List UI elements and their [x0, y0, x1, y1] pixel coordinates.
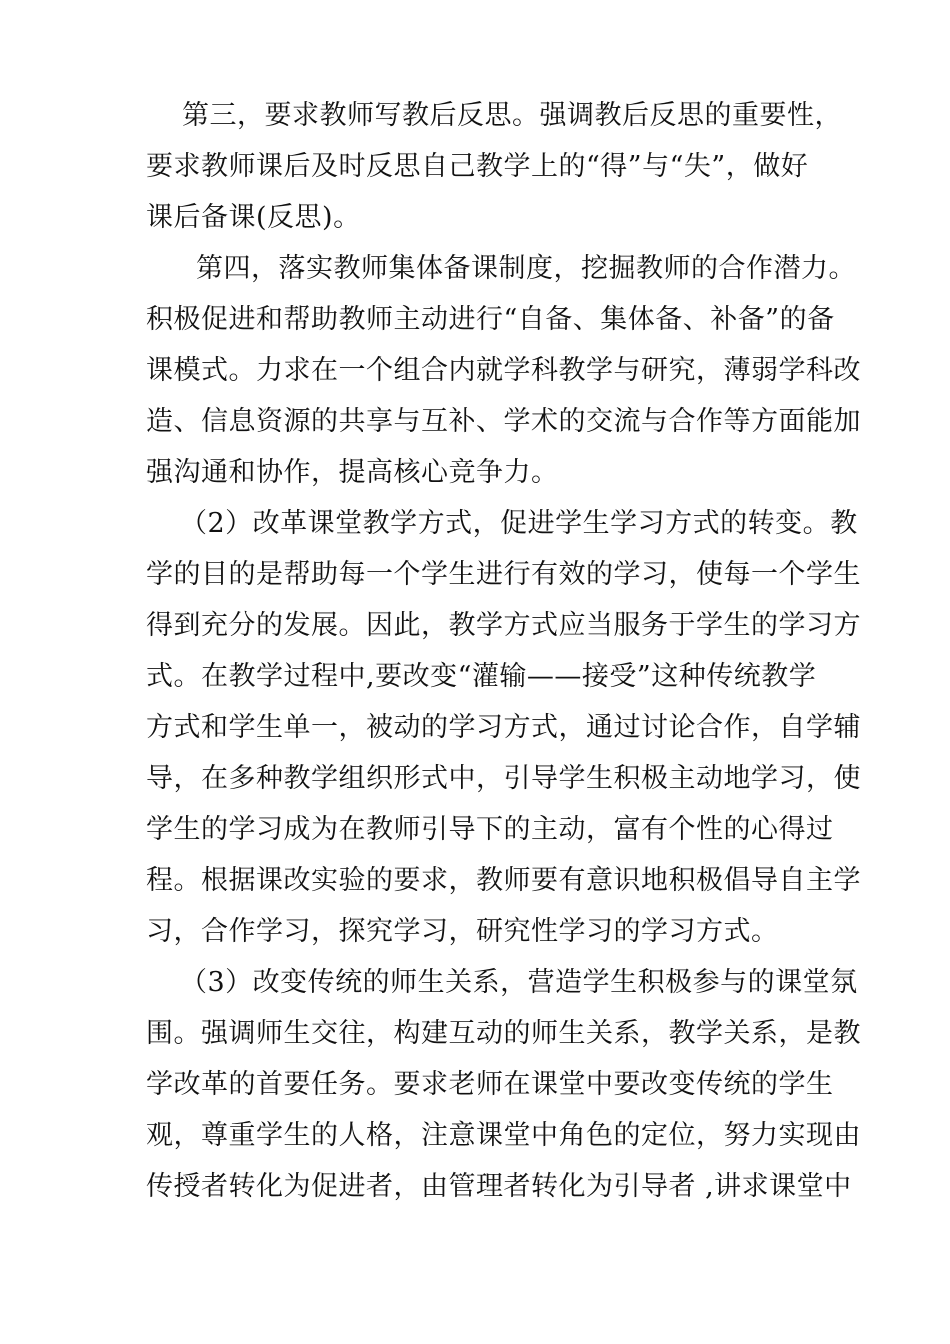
text-line: 式。在教学过程中,要改变“灌输——接受”这种传统教学	[146, 661, 817, 692]
text-line: 第三，要求教师写教后反思。强调教后反思的重要性，	[182, 100, 842, 131]
text-line: （3）改变传统的师生关系，营造学生积极参与的课堂氛	[180, 967, 858, 998]
text-line: （2）改革课堂教学方式，促进学生学习方式的转变。教	[180, 508, 858, 539]
text-line: 程。根据课改实验的要求，教师要有意识地积极倡导自主学	[146, 865, 861, 896]
text-line: 造、信息资源的共享与互补、学术的交流与合作等方面能加	[146, 406, 861, 437]
text-line: 积极促进和帮助教师主动进行“自备、集体备、补备”的备	[146, 304, 835, 335]
text-line: 课模式。力求在一个组合内就学科教学与研究，薄弱学科改	[146, 355, 861, 386]
text-line: 强沟通和协作，提高核心竞争力。	[146, 457, 559, 488]
text-line: 学改革的首要任务。要求老师在课堂中要改变传统的学生	[146, 1069, 834, 1100]
text-line: 方式和学生单一，被动的学习方式，通过讨论合作，自学辅	[146, 712, 861, 743]
text-line: 第四，落实教师集体备课制度，挖掘教师的合作潜力。	[196, 253, 856, 284]
text-line: 得到充分的发展。因此，教学方式应当服务于学生的学习方	[146, 610, 861, 641]
text-line: 围。强调师生交往，构建互动的师生关系，教学关系，是教	[146, 1018, 861, 1049]
text-line: 要求教师课后及时反思自己教学上的“得”与“失”，做好	[146, 151, 809, 182]
text-line: 课后备课(反思)。	[146, 202, 361, 233]
text-line: 习，合作学习，探究学习，研究性学习的学习方式。	[146, 916, 779, 947]
text-line: 导，在多种教学组织形式中，引导学生积极主动地学习，使	[146, 763, 861, 794]
text-line: 传授者转化为促进者，由管理者转化为引导者 ,讲求课堂中	[146, 1171, 852, 1202]
text-line: 学生的学习成为在教师引导下的主动，富有个性的心得过	[146, 814, 834, 845]
text-line: 观，尊重学生的人格，注意课堂中角色的定位，努力实现由	[146, 1120, 861, 1151]
text-line: 学的目的是帮助每一个学生进行有效的学习，使每一个学生	[146, 559, 861, 590]
